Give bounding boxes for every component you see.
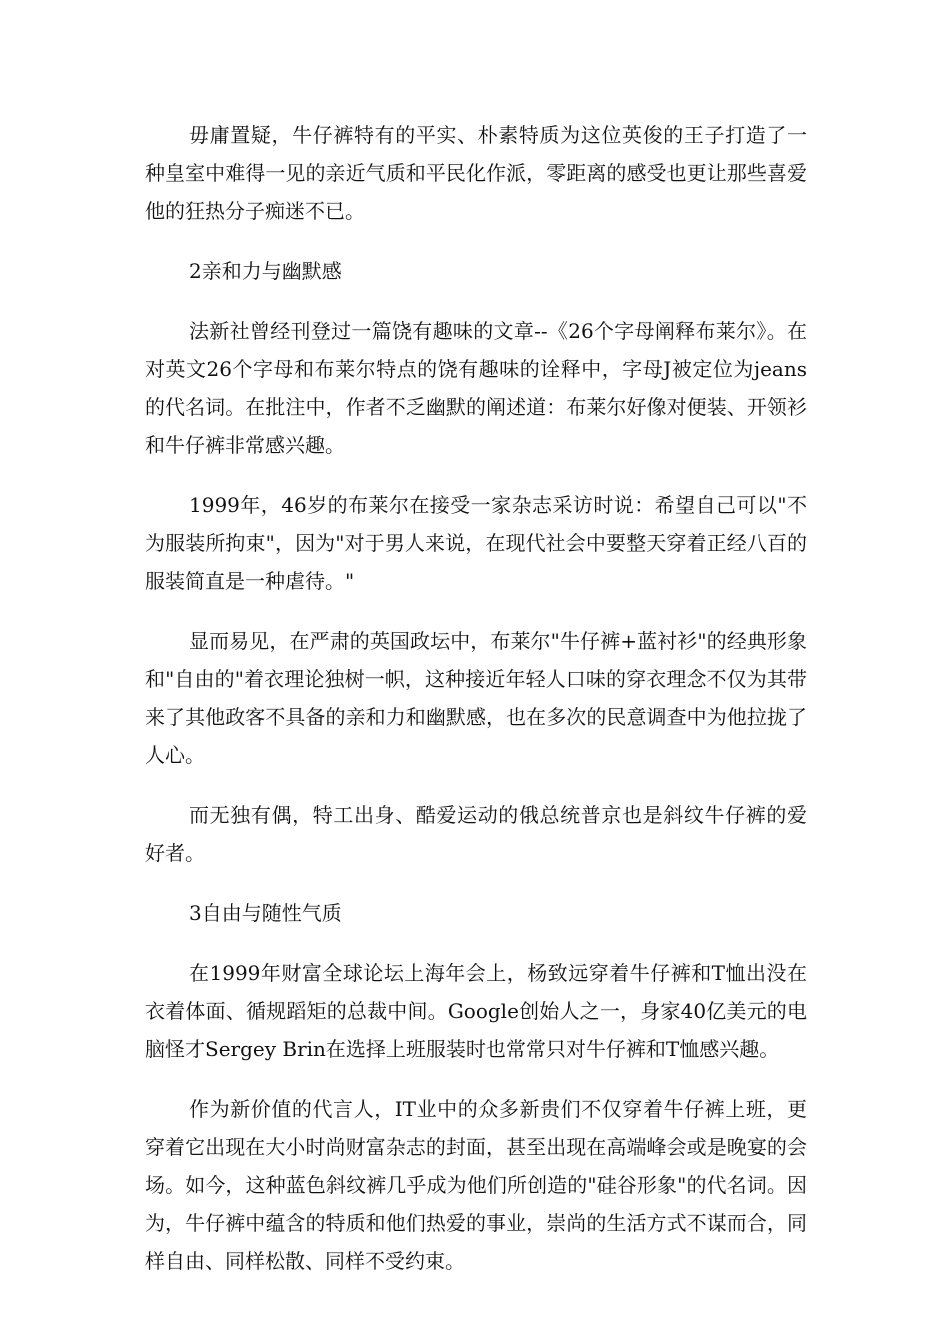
section-heading-freedom: 3自由与随性气质: [189, 901, 342, 925]
paragraph-fortune-forum: 在1999年财富全球论坛上海年会上，杨致远穿着牛仔裤和T恤出没在衣着体面、循规蹈矩的总裁中间。Google创始人之一，身家40亿美元的电脑怪才Sergey Brin在选择上班服装时也常常只对牛仔裤和T恤感兴趣。: [145, 961, 807, 1061]
paragraph-blair-image: 显而易见，在严肃的英国政坛中，布莱尔"牛仔裤+蓝衬衫"的经典形象和"自由的"着衣理论独树一帜，这种接近年轻人口味的穿衣理念不仅为其带来了其他政客不具备的亲和力和幽默感，也在多次的民意调查中为他拉拢了人心。: [145, 629, 807, 767]
document-body: [145, 116, 807, 1302]
paragraph-afp-article: 法新社曾经刊登过一篇饶有趣味的文章--《26个字母阐释布莱尔》。在对英文26个字母和布莱尔特点的饶有趣味的诠释中，字母J被定位为jeans的代名词。在批注中，作者不乏幽默的阐述道：布莱尔好像对便装、开领衫和牛仔裤非常感兴趣。: [145, 319, 807, 457]
paragraph-blair-interview: 1999年，46岁的布莱尔在接受一家杂志采访时说：希望自己可以"不为服装所拘束"，因为"对于男人来说，在现代社会中要整天穿着正经八百的服装简直是一种虐待。": [145, 493, 807, 593]
paragraph-it-elite: 作为新价值的代言人，IT业中的众多新贵们不仅穿着牛仔裤上班，更穿着它出现在大小时尚财富杂志的封面，甚至出现在高端峰会或是晚宴的会场。如今，这种蓝色斜纹裤几乎成为他们所创造的"硅谷形象"的代名词。因为，牛仔裤中蕴含的特质和他们热爱的事业，崇尚的生活方式不谋而合，同样自由、同样松散、同样不受约束。: [145, 1097, 807, 1273]
paragraph-prince-jeans: 毋庸置疑，牛仔裤特有的平实、朴素特质为这位英俊的王子打造了一种皇室中难得一见的亲近气质和平民化作派，零距离的感受也更让那些喜爱他的狂热分子痴迷不已。: [145, 123, 807, 223]
paragraph-putin: 而无独有偶，特工出身、酷爱运动的俄总统普京也是斜纹牛仔裤的爱好者。: [145, 803, 807, 865]
section-heading-affinity-humor: 2亲和力与幽默感: [189, 259, 342, 283]
